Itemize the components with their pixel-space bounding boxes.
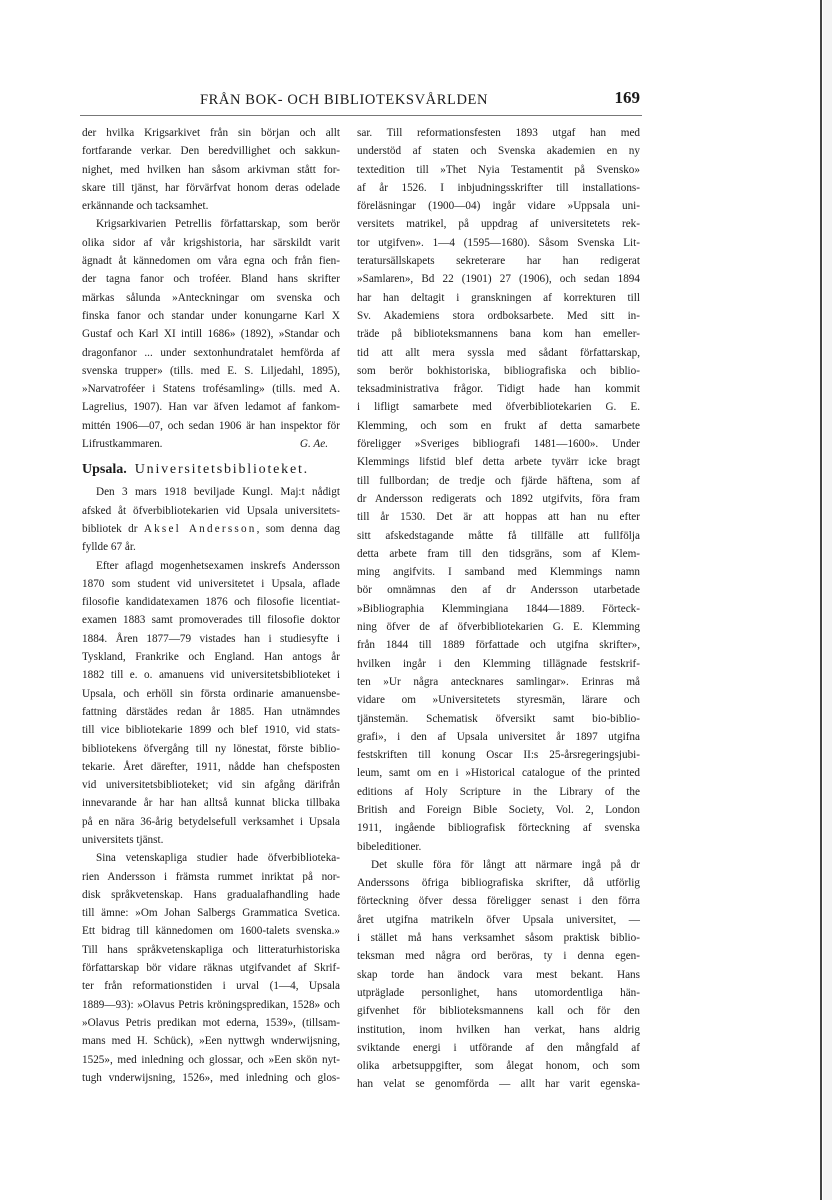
text-line <box>357 435 640 453</box>
line-text: Upsala, och erhöll sin första ordinarie amanuensbe- <box>82 687 340 700</box>
line-text: 1882 till e. o. amanuens vid universitetsbiblioteket i <box>82 669 340 682</box>
text-line <box>357 728 640 746</box>
text-line <box>357 161 640 179</box>
line-text: sitt afskedstagande måtte få tillfälle att fullfölja <box>357 529 640 542</box>
line-text: Till hans språkvetenskapliga och litteraturhistoriska <box>82 943 340 956</box>
text-line <box>82 740 340 758</box>
text-line <box>357 764 640 782</box>
text-line <box>82 630 340 648</box>
line-text: till ämne: »Om Johan Salbergs Grammatica Svetica. <box>82 907 340 920</box>
line-text: ning öfver de af öfverbibliotekarien G. E. Klemming <box>357 621 640 634</box>
section-heading-institution: Universitetsbiblioteket. <box>134 462 309 478</box>
line-text: föreläsningar (1900—04) ingår vidare »Uppsala uni- <box>357 200 640 213</box>
text-line <box>357 1021 640 1039</box>
line-text: förteckning öfver dessa föreligger senast i den förra <box>357 895 640 908</box>
text-line <box>82 703 340 721</box>
line-text: Lifrustkammaren. <box>82 438 163 451</box>
text-line <box>82 1051 340 1069</box>
text-line <box>82 557 340 575</box>
text-line <box>82 289 340 307</box>
line-text: Sina vetenskapliga studier hade öfverbiblioteka- <box>96 852 340 865</box>
text-line <box>82 977 340 995</box>
line-text: »Samlaren», Bd 22 (1901) 27 (1906), och sedan 1894 <box>357 273 640 286</box>
text-line <box>357 966 640 984</box>
line-text: till år 1530. Det är att hoppas att han nu efter <box>357 511 640 524</box>
line-text: festskriften till konung Oscar II:s 25-årsregeringsjubi- <box>357 749 640 762</box>
text-line <box>82 758 340 776</box>
line-text: understöd af staten och Svenska akademien en ny <box>357 145 640 158</box>
text-line <box>357 618 640 636</box>
line-text: Anderssons öfriga bibliografiska skrifter, då utförlig <box>357 877 640 890</box>
text-line <box>357 1039 640 1057</box>
text-line <box>357 801 640 819</box>
text-line <box>357 472 640 490</box>
text-line <box>357 673 640 691</box>
text-line <box>357 215 640 233</box>
text-line <box>357 179 640 197</box>
text-line <box>82 685 340 703</box>
scan-margin <box>823 0 832 1200</box>
line-text: Den 3 mars 1918 beviljade Kungl. Maj:t nådigt <box>96 486 340 499</box>
line-text: »Olavus Petris predikan mot ederna, 1539», (tillsam- <box>82 1016 340 1029</box>
right-column-text <box>357 124 640 1094</box>
line-text: »Narvatroféer i Statens trofésamling» (tills. med A. <box>82 383 340 396</box>
line-text: universitets tjänst. <box>82 833 164 846</box>
text-line <box>82 831 340 849</box>
line-text: nighet, med hvilken han såsom arkivman stått for- <box>82 163 340 176</box>
line-text: Sv. Akademiens stora ordboksarbete. Med sitt in- <box>357 309 640 322</box>
line-text: institution, inom hvilken han verkat, hans aldrig <box>357 1023 640 1036</box>
text-line <box>82 344 340 362</box>
text-line <box>357 234 640 252</box>
line-text: Ett bidrag till kännedomen om 1600-talets svenska.» <box>82 925 340 938</box>
text-line <box>357 490 640 508</box>
line-text: Klemming, och som en frukt af detta samarbete <box>357 419 640 432</box>
text-line <box>357 270 640 288</box>
line-text: författarskap bör vidare räknas utgifvandet af Skrif- <box>82 962 340 975</box>
line-text: innevarande år har han alltså kunnat blicka tillbaka <box>82 797 340 810</box>
text-line <box>357 984 640 1002</box>
line-text: afsked åt öfverbibliotekarien vid Upsala universitets- <box>82 504 340 517</box>
line-text: föreligger »Sveriges bibliografi 1481—1600». Under <box>357 438 640 451</box>
text-line <box>82 234 340 252</box>
line-text: gifvenhet för biblioteksmannens kall och för den <box>357 1005 640 1018</box>
text-line <box>357 819 640 837</box>
line-text: versitets matrikel, på uppdrag af universitetets rek- <box>357 218 640 231</box>
line-text: grafi», i den af Upsala universitet år 1897 utgifna <box>357 730 640 743</box>
line-text: från 1844 till 1889 författade och utgifna skrifter», <box>357 639 640 652</box>
text-line <box>357 344 640 362</box>
line-text: der hvilka Krigsarkivet från sin början och allt <box>82 127 340 139</box>
line-text: fattning därstädes redan år 1885. Han utnämndes <box>82 705 340 718</box>
text-line <box>82 380 340 398</box>
line-text: året utgifna matrikeln öfver Upsala universitet, — <box>357 913 640 926</box>
text-line <box>357 581 640 599</box>
line-text: vidare om »Universitetets styresmän, lärare och <box>357 694 640 707</box>
text-line <box>82 941 340 959</box>
text-line <box>357 783 640 801</box>
line-text: Gustaf och Karl XI intill 1686» (1892), »Standar och <box>82 328 340 341</box>
line-text: ägnadt åt kännedomen om våra egna och från fien- <box>82 255 340 268</box>
text-line <box>82 611 340 629</box>
line-text: ter från reformationstiden i urval (1—4, Upsala <box>82 980 340 993</box>
text-line <box>82 435 340 453</box>
line-text: mittén 1906—07, och sedan 1906 är han inspektor för <box>82 419 340 432</box>
text-line <box>357 929 640 947</box>
line-text: tor utgifven». 1—4 (1595—1680). Såsom Svenska Lit- <box>357 236 640 249</box>
line-text: der tagna fanor och troféer. Bland hans skrifter <box>82 273 340 286</box>
line-text: teksman med några ord beröras, ty i denna egen- <box>357 950 640 963</box>
line-text: fyllde 67 år. <box>82 541 136 554</box>
line-text: i stället må hans verksamhet såsom praktisk biblio- <box>357 932 640 945</box>
running-title: FRÅN BOK- OCH BIBLIOTEKSVÅRLDEN <box>200 92 489 108</box>
section-heading-place: Upsala. <box>82 462 127 478</box>
text-line <box>357 307 640 325</box>
line-text: tugh vnderwijsning, 1526», med inledning och glos- <box>82 1071 340 1084</box>
text-line <box>82 362 340 380</box>
line-text: Det skulle föra för långt att närmare ingå på dr <box>371 858 640 871</box>
text-line <box>82 142 340 160</box>
text-line <box>82 270 340 288</box>
right-column <box>357 124 640 1094</box>
line-text: tjänstemän. Schematisk öfversikt samt bio-biblio- <box>357 712 640 725</box>
line-text: Tyskland, Frankrike och England. Han antogs år <box>82 651 340 664</box>
text-segment: , som denna dag <box>256 522 340 535</box>
line-text: 1884. Åren 1877—79 vistades han i studiesyfte i <box>82 632 340 645</box>
text-line <box>357 142 640 160</box>
text-line <box>82 538 340 556</box>
section-heading <box>82 453 340 483</box>
left-column <box>82 124 340 1087</box>
text-line <box>82 215 340 233</box>
text-line <box>82 886 340 904</box>
line-text: filosofie kandidatexamen 1876 och filosofie licentiat- <box>82 596 340 609</box>
line-text: dr Andersson redigerats och 1892 utgifvits, föra fram <box>357 492 640 505</box>
text-line <box>82 794 340 812</box>
text-line <box>82 904 340 922</box>
text-line <box>82 959 340 977</box>
text-line <box>82 520 340 538</box>
line-text: 1911, ingående bibliografisk förteckning af svenska <box>357 822 640 835</box>
text-line <box>82 417 340 435</box>
text-line <box>357 289 640 307</box>
line-text: editions af Holy Scripture in the Library of the <box>357 785 640 798</box>
text-line <box>357 911 640 929</box>
text-line <box>357 1002 640 1020</box>
text-line <box>357 124 640 142</box>
text-line <box>82 502 340 520</box>
text-line <box>357 417 640 435</box>
line-text: examen 1883 samt promoverades till filosofie doktor <box>82 614 340 627</box>
text-line <box>357 545 640 563</box>
scan-page-edge <box>820 0 822 1200</box>
text-line <box>82 776 340 794</box>
line-text: tid att allt mera syssla med sådant författarskap, <box>357 346 640 359</box>
author-signature: G. Ae. <box>299 438 328 451</box>
text-line <box>357 746 640 764</box>
text-line <box>82 124 340 142</box>
line-text: teratursällskapets sekreterare har han redigerat <box>357 255 640 268</box>
line-text: sviktande energi i utförande af den mångfald af <box>357 1041 640 1054</box>
line-text: leum, samt om en i »Historical catalogue of the printed <box>357 767 640 780</box>
text-line <box>357 380 640 398</box>
line-text: 1870 som student vid universitetet i Upsala, aflade <box>82 577 340 590</box>
line-text: Klemmings lifstid blef detta arbete tyvärr icke bragt <box>357 456 640 469</box>
line-text: har han deltagit i granskningen af korrekturen till <box>357 291 640 304</box>
text-line <box>357 508 640 526</box>
text-line <box>357 947 640 965</box>
line-text: hvilken ingår i den Klemming tillägnade festskrif- <box>357 657 640 670</box>
line-text: till vice bibliotekarie 1899 och blef 1910, vid stats- <box>82 724 340 737</box>
line-text: tekarie. Året därefter, 1911, nådde han chefsposten <box>82 760 340 773</box>
text-line <box>357 362 640 380</box>
text-line <box>82 1069 340 1087</box>
text-line <box>357 710 640 728</box>
line-text: mans med H. Schück), »Een nyttwgh wnderwijsning, <box>82 1035 340 1048</box>
text-line <box>82 575 340 593</box>
text-line <box>357 398 640 416</box>
text-line <box>82 593 340 611</box>
text-line <box>82 648 340 666</box>
line-text: »Bibliographia Klemmingiana 1844—1889. Förteck- <box>357 602 640 615</box>
text-line <box>357 636 640 654</box>
text-line <box>82 179 340 197</box>
text-line <box>357 1075 640 1093</box>
text-line <box>82 849 340 867</box>
text-line <box>82 996 340 1014</box>
line-text: träde på biblioteksmannens bana kom han emeller- <box>357 328 640 341</box>
line-text: som berör bokhistoriska, bibliografiska och biblio- <box>357 364 640 377</box>
page-number: 169 <box>614 88 640 107</box>
text-line <box>82 1014 340 1032</box>
line-text: olika arbetsuppgifter, som ålegat honom, och som <box>357 1060 640 1073</box>
line-text: skap torde han ändock vara mest bekant. Hans <box>357 968 640 981</box>
running-header <box>80 88 642 114</box>
text-line <box>82 922 340 940</box>
text-line <box>82 252 340 270</box>
line-text: 1889—93): »Olavus Petris kröningspredikan, 1528» och <box>82 998 340 1011</box>
line-text: bibeleditioner. <box>357 840 422 853</box>
text-line <box>357 874 640 892</box>
text-line <box>357 856 640 874</box>
text-line <box>82 721 340 739</box>
line-text: på en nära 36-årig betydelsefull verksamhet i Upsala <box>82 815 340 828</box>
line-text: bör omnämnas den af dr Andersson utarbetade <box>357 584 640 597</box>
line-text: olika sidor af vår krigshistoria, har särskildt varit <box>82 236 340 249</box>
text-line <box>357 892 640 910</box>
text-line <box>82 307 340 325</box>
line-text: fortfarande verkar. Den beredvillighet och sakkun- <box>82 145 340 158</box>
text-line <box>82 483 340 501</box>
line-text: dragonfanor ... under sextonhundratalet hemförda af <box>82 346 340 359</box>
line-text: erkännande och tacksamhet. <box>82 200 209 213</box>
text-line <box>357 691 640 709</box>
line-text: skare till tjänst, har förvärfvat honom deras odelade <box>82 181 340 194</box>
line-text: i lifligt samarbete med öfverbibliotekarien G. E. <box>357 401 640 414</box>
text-line <box>82 666 340 684</box>
text-line <box>357 453 640 471</box>
text-line <box>82 161 340 179</box>
text-line <box>82 868 340 886</box>
left-column-text-after-heading <box>82 483 340 1087</box>
text-line <box>82 398 340 416</box>
line-text: af år 1526. I inbjudningsskrifter till installations- <box>357 181 640 194</box>
line-text: detta arbete fram till den tidsgräns, som af Klem- <box>357 547 640 560</box>
spaced-name: Aksel Andersson <box>143 522 257 535</box>
line-text: Krigsarkivarien Petrellis författarskap, som berör <box>96 218 340 231</box>
text-line <box>82 813 340 831</box>
left-column-text-before-heading <box>82 124 340 453</box>
line-text: textedition till »Thet Nyia Testamentit på Svensko» <box>357 163 640 176</box>
text-line <box>357 838 640 856</box>
line-text: till fullbordan; de tredje och fjärde häftena, som af <box>357 474 640 487</box>
line-text: ming angifvits. I samband med Klemmings namn <box>357 566 640 579</box>
line-text: märkas sålunda »Anteckningar om svenska och <box>82 291 340 304</box>
text-line <box>82 197 340 215</box>
line-text: finska fanor och standar under konungarne Karl X <box>82 309 340 322</box>
text-line <box>357 1057 640 1075</box>
text-line <box>357 252 640 270</box>
line-text: sar. Till reformationsfesten 1893 utgaf han med <box>357 127 640 139</box>
line-text: teksadministrativa frågor. Tidigt hade han kommit <box>357 383 640 396</box>
text-line <box>357 600 640 618</box>
text-line <box>357 197 640 215</box>
text-segment: bibliotek dr <box>82 522 144 535</box>
text-line <box>357 325 640 343</box>
text-line <box>357 563 640 581</box>
line-text: disk språkvetenskap. Hans gradualafhandling hade <box>82 888 340 901</box>
line-text: 1525», med inledning och glossar, och »Een skön nyt- <box>82 1053 340 1066</box>
line-text: Efter aflagd mogenhetsexamen inskrefs Andersson <box>96 559 340 572</box>
line-text: han velat se genomförda — allt har varit egenska- <box>357 1078 640 1091</box>
line-text: utpräglade personlighet, hans utomordentliga hän- <box>357 986 640 999</box>
header-rule <box>80 115 642 116</box>
text-line <box>357 655 640 673</box>
line-text: rien Andersson i främsta rummet inriktat på nor- <box>82 870 340 883</box>
text-line <box>82 1032 340 1050</box>
line-text: British and Foreign Bible Society, Vol. 2, London <box>357 803 640 816</box>
line-text: ten »Ur några antecknares samlingar». Erinras må <box>357 675 640 688</box>
line-text: bibliotekens öfvergång till ny lönestat, förste biblio- <box>82 742 340 755</box>
line-text: vid universitetsbiblioteket; vid sin afgång därifrån <box>82 779 340 792</box>
line-text: Lagrelius, 1907). Han var äfven ledamot af fankom- <box>82 401 340 414</box>
line-text: svenska trupper» (tills. med E. S. Liljedahl, 1895), <box>82 364 340 377</box>
text-line <box>82 325 340 343</box>
text-line <box>357 527 640 545</box>
